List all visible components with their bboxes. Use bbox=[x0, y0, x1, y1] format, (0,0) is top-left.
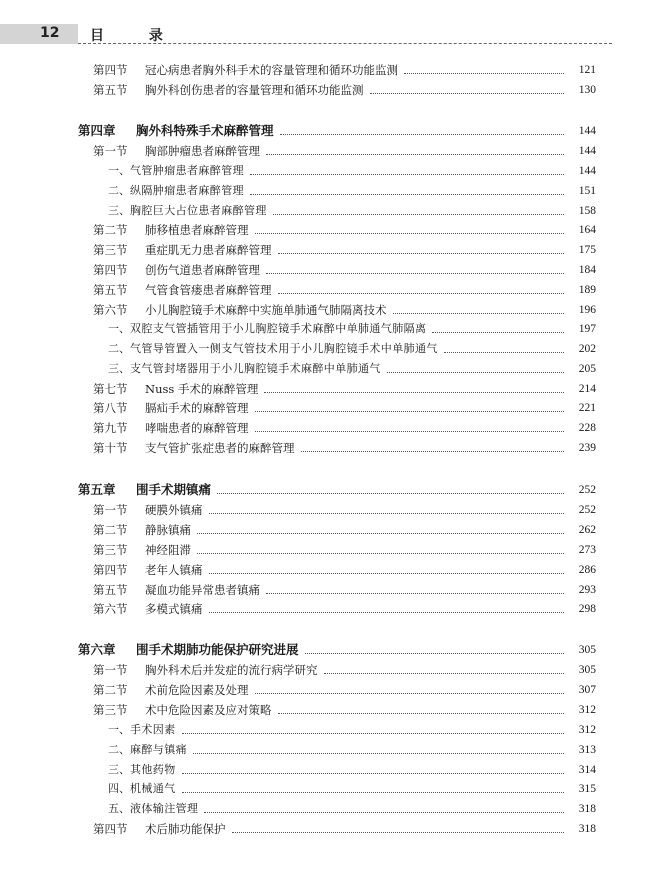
entry-title: 液体输注管理 bbox=[130, 802, 199, 815]
entry-page-number: 286 bbox=[578, 564, 596, 576]
entry-title: 硬膜外镇痛 bbox=[145, 503, 203, 517]
toc-section-entry[interactable] bbox=[0, 281, 657, 299]
entry-title: 胸外科创伤患者的容量管理和循环功能监测 bbox=[145, 83, 364, 97]
entry-number: 一、 bbox=[108, 322, 130, 335]
entry-page-number: 144 bbox=[578, 145, 596, 157]
entry-number: 第九节 bbox=[93, 421, 128, 435]
dot-leader bbox=[273, 214, 564, 215]
toc-section-entry[interactable] bbox=[0, 399, 657, 417]
entry-page-number: 228 bbox=[578, 422, 596, 434]
toc-section-entry[interactable] bbox=[0, 661, 657, 679]
entry-title: 纵隔肿瘤患者麻醉管理 bbox=[130, 184, 244, 197]
dot-leader bbox=[232, 832, 565, 833]
toc-section-entry[interactable] bbox=[0, 600, 657, 618]
entry-page-number: 313 bbox=[578, 744, 596, 756]
entry-page-number: 158 bbox=[578, 205, 596, 217]
dot-leader bbox=[182, 733, 564, 734]
dot-leader bbox=[217, 493, 564, 494]
entry-title: 胸外科术后并发症的流行病学研究 bbox=[145, 663, 318, 677]
entry-title: 静脉镇痛 bbox=[145, 523, 191, 537]
entry-page-number: 151 bbox=[578, 185, 596, 197]
entry-page-number: 121 bbox=[578, 64, 596, 76]
entry-page-number: 164 bbox=[578, 224, 596, 236]
entry-page-number: 202 bbox=[578, 343, 596, 355]
entry-number: 第六节 bbox=[93, 602, 128, 616]
dot-leader bbox=[266, 273, 564, 274]
entry-number: 第三节 bbox=[93, 243, 128, 257]
toc-subsection-entry[interactable] bbox=[0, 320, 657, 338]
dot-leader bbox=[432, 332, 564, 333]
entry-page-number: 312 bbox=[578, 704, 596, 716]
entry-title: 肺移植患者麻醉管理 bbox=[145, 223, 249, 237]
entry-number: 第四节 bbox=[93, 63, 128, 77]
entry-number: 五、 bbox=[108, 802, 130, 815]
entry-title: 支气管扩张症患者的麻醉管理 bbox=[145, 441, 295, 455]
entry-number: 第三节 bbox=[93, 703, 128, 717]
entry-page-number: 305 bbox=[578, 644, 596, 656]
toc-section-entry[interactable] bbox=[0, 541, 657, 559]
entry-page-number: 312 bbox=[578, 724, 596, 736]
dot-leader bbox=[250, 194, 564, 195]
toc-subsection-entry[interactable] bbox=[0, 360, 657, 378]
dot-leader bbox=[444, 352, 564, 353]
entry-title: 胸腔巨大占位患者麻醉管理 bbox=[130, 204, 267, 217]
dot-leader bbox=[393, 313, 565, 314]
entry-title: 围手术期镇痛 bbox=[136, 482, 212, 497]
entry-title: 术中危险因素及应对策略 bbox=[145, 703, 272, 717]
dot-leader bbox=[197, 553, 564, 554]
toc-section-entry[interactable] bbox=[0, 561, 657, 579]
entry-number: 第一节 bbox=[93, 503, 128, 517]
toc-subsection-entry[interactable] bbox=[0, 202, 657, 220]
entry-page-number: 252 bbox=[578, 504, 596, 516]
entry-number: 第二节 bbox=[93, 683, 128, 697]
entry-title: 麻醉与镇痛 bbox=[130, 743, 187, 756]
dot-leader bbox=[324, 673, 565, 674]
dot-leader bbox=[264, 392, 564, 393]
dot-leader bbox=[266, 154, 564, 155]
entry-number: 第十节 bbox=[93, 441, 128, 455]
entry-number: 三、 bbox=[108, 763, 130, 776]
dot-leader bbox=[387, 372, 564, 373]
entry-page-number: 189 bbox=[578, 284, 596, 296]
toc-subsection-entry[interactable] bbox=[0, 800, 657, 818]
entry-title: 老年人镇痛 bbox=[145, 563, 203, 577]
toc-subsection-entry[interactable] bbox=[0, 162, 657, 180]
toc-subsection-entry[interactable] bbox=[0, 741, 657, 759]
entry-number: 二、 bbox=[108, 342, 130, 355]
entry-number: 二、 bbox=[108, 184, 130, 197]
dot-leader bbox=[280, 134, 564, 135]
entry-number: 一、 bbox=[108, 164, 130, 177]
toc-subsection-entry[interactable] bbox=[0, 340, 657, 358]
entry-title: 机械通气 bbox=[130, 782, 176, 795]
toc-section-entry[interactable] bbox=[0, 581, 657, 599]
entry-number: 第一节 bbox=[93, 663, 128, 677]
dot-leader bbox=[301, 451, 565, 452]
entry-page-number: 205 bbox=[578, 363, 596, 375]
dot-leader bbox=[255, 233, 565, 234]
entry-title: 胸外科特殊手术麻醉管理 bbox=[136, 123, 274, 138]
entry-page-number: 307 bbox=[578, 684, 596, 696]
entry-number: 四、 bbox=[108, 782, 130, 795]
toc-subsection-entry[interactable] bbox=[0, 780, 657, 798]
entry-number: 第六节 bbox=[93, 303, 128, 317]
entry-number: 第四章 bbox=[78, 123, 116, 138]
toc-section-entry[interactable] bbox=[0, 241, 657, 259]
entry-title: 支气管封堵器用于小儿胸腔镜手术麻醉中单肺通气 bbox=[130, 362, 381, 375]
entry-page-number: 144 bbox=[578, 165, 596, 177]
toc-section-entry[interactable] bbox=[0, 81, 657, 99]
dot-leader bbox=[193, 753, 564, 754]
entry-page-number: 144 bbox=[578, 125, 596, 137]
dot-leader bbox=[182, 792, 564, 793]
toc-section-entry[interactable] bbox=[0, 419, 657, 437]
dot-leader bbox=[197, 533, 564, 534]
dot-leader bbox=[404, 73, 564, 74]
entry-page-number: 315 bbox=[578, 783, 596, 795]
toc-section-entry[interactable] bbox=[0, 439, 657, 457]
entry-title: 气管导管置入一侧支气管技术用于小儿胸腔镜手术中单肺通气 bbox=[130, 342, 438, 355]
toc-chapter-entry[interactable] bbox=[0, 481, 657, 499]
dot-leader bbox=[255, 431, 565, 432]
entry-page-number: 197 bbox=[578, 323, 596, 335]
entry-title: 围手术期肺功能保护研究进展 bbox=[136, 642, 299, 657]
dot-leader bbox=[250, 174, 564, 175]
dot-leader bbox=[305, 653, 564, 654]
toc-section-entry[interactable] bbox=[0, 261, 657, 279]
entry-page-number: 318 bbox=[578, 823, 596, 835]
dot-leader bbox=[266, 593, 564, 594]
toc-section-entry[interactable] bbox=[0, 142, 657, 160]
entry-title: 哮喘患者的麻醉管理 bbox=[145, 421, 249, 435]
entry-page-number: 184 bbox=[578, 264, 596, 276]
toc-section-entry[interactable] bbox=[0, 61, 657, 79]
entry-number: 第五章 bbox=[78, 482, 116, 497]
toc-subsection-entry[interactable] bbox=[0, 182, 657, 200]
dot-leader bbox=[255, 693, 565, 694]
toc-section-entry[interactable] bbox=[0, 701, 657, 719]
toc-chapter-entry[interactable] bbox=[0, 122, 657, 140]
entry-page-number: 262 bbox=[578, 524, 596, 536]
entry-number: 二、 bbox=[108, 743, 130, 756]
entry-number: 第五节 bbox=[93, 583, 128, 597]
dot-leader bbox=[278, 253, 565, 254]
page-number: 12 bbox=[40, 25, 60, 41]
entry-number: 第四节 bbox=[93, 563, 128, 577]
toc-section-entry[interactable] bbox=[0, 221, 657, 239]
dot-leader bbox=[370, 93, 565, 94]
dot-leader bbox=[204, 812, 564, 813]
toc-section-entry[interactable] bbox=[0, 380, 657, 398]
dot-leader bbox=[209, 573, 565, 574]
entry-page-number: 314 bbox=[578, 764, 596, 776]
entry-page-number: 273 bbox=[578, 544, 596, 556]
dot-leader bbox=[255, 411, 565, 412]
entry-title: 双腔支气管插管用于小儿胸腔镜手术麻醉中单肺通气肺隔离 bbox=[130, 322, 427, 335]
entry-title: 其他药物 bbox=[130, 763, 176, 776]
header-title: 目 录 bbox=[90, 28, 183, 44]
entry-number: 第四节 bbox=[93, 822, 128, 836]
entry-title: 神经阻滞 bbox=[145, 543, 191, 557]
entry-number: 第七节 bbox=[93, 382, 128, 396]
entry-title: 胸部肿瘤患者麻醉管理 bbox=[145, 144, 260, 158]
dot-leader bbox=[278, 293, 565, 294]
entry-page-number: 318 bbox=[578, 803, 596, 815]
dot-leader bbox=[278, 713, 565, 714]
entry-title: 气管食管瘘患者麻醉管理 bbox=[145, 283, 272, 297]
entry-page-number: 252 bbox=[578, 484, 596, 496]
entry-title: 创伤气道患者麻醉管理 bbox=[145, 263, 260, 277]
entry-title: 术后肺功能保护 bbox=[145, 822, 226, 836]
toc-chapter-entry[interactable] bbox=[0, 641, 657, 659]
entry-page-number: 130 bbox=[578, 84, 596, 96]
entry-number: 第六章 bbox=[78, 642, 116, 657]
entry-title: 冠心病患者胸外科手术的容量管理和循环功能监测 bbox=[145, 63, 398, 77]
entry-page-number: 305 bbox=[578, 664, 596, 676]
toc-subsection-entry[interactable] bbox=[0, 761, 657, 779]
dot-leader bbox=[182, 773, 564, 774]
entry-title: 多模式镇痛 bbox=[145, 602, 203, 616]
entry-page-number: 214 bbox=[578, 383, 596, 395]
entry-title: 小儿胸腔镜手术麻醉中实施单肺通气肺隔离技术 bbox=[145, 303, 387, 317]
entry-number: 第二节 bbox=[93, 523, 128, 537]
entry-page-number: 196 bbox=[578, 304, 596, 316]
entry-number: 第三节 bbox=[93, 543, 128, 557]
entry-number: 第二节 bbox=[93, 223, 128, 237]
dot-leader bbox=[209, 513, 565, 514]
entry-number: 三、 bbox=[108, 362, 130, 375]
entry-number: 第一节 bbox=[93, 144, 128, 158]
entry-number: 第八节 bbox=[93, 401, 128, 415]
entry-title: 气管肿瘤患者麻醉管理 bbox=[130, 164, 244, 177]
entry-title: 重症肌无力患者麻醉管理 bbox=[145, 243, 272, 257]
entry-title: 术前危险因素及处理 bbox=[145, 683, 249, 697]
toc-subsection-entry[interactable] bbox=[0, 721, 657, 739]
toc-section-entry[interactable] bbox=[0, 681, 657, 699]
entry-page-number: 239 bbox=[578, 442, 596, 454]
entry-number: 第五节 bbox=[93, 283, 128, 297]
entry-number: 第五节 bbox=[93, 83, 128, 97]
toc-section-entry[interactable] bbox=[0, 501, 657, 519]
entry-number: 一、 bbox=[108, 723, 130, 736]
toc-section-entry[interactable] bbox=[0, 301, 657, 319]
entry-number: 三、 bbox=[108, 204, 130, 217]
dot-leader bbox=[209, 612, 565, 613]
toc-section-entry[interactable] bbox=[0, 820, 657, 838]
entry-page-number: 175 bbox=[578, 244, 596, 256]
entry-page-number: 221 bbox=[578, 402, 596, 414]
entry-title: Nuss 手术的麻醉管理 bbox=[145, 382, 259, 396]
entry-page-number: 298 bbox=[578, 603, 596, 615]
entry-title: 手术因素 bbox=[130, 723, 176, 736]
entry-page-number: 293 bbox=[578, 584, 596, 596]
entry-title: 凝血功能异常患者镇痛 bbox=[145, 583, 260, 597]
entry-title: 膈疝手术的麻醉管理 bbox=[145, 401, 249, 415]
entry-number: 第四节 bbox=[93, 263, 128, 277]
toc-section-entry[interactable] bbox=[0, 521, 657, 539]
